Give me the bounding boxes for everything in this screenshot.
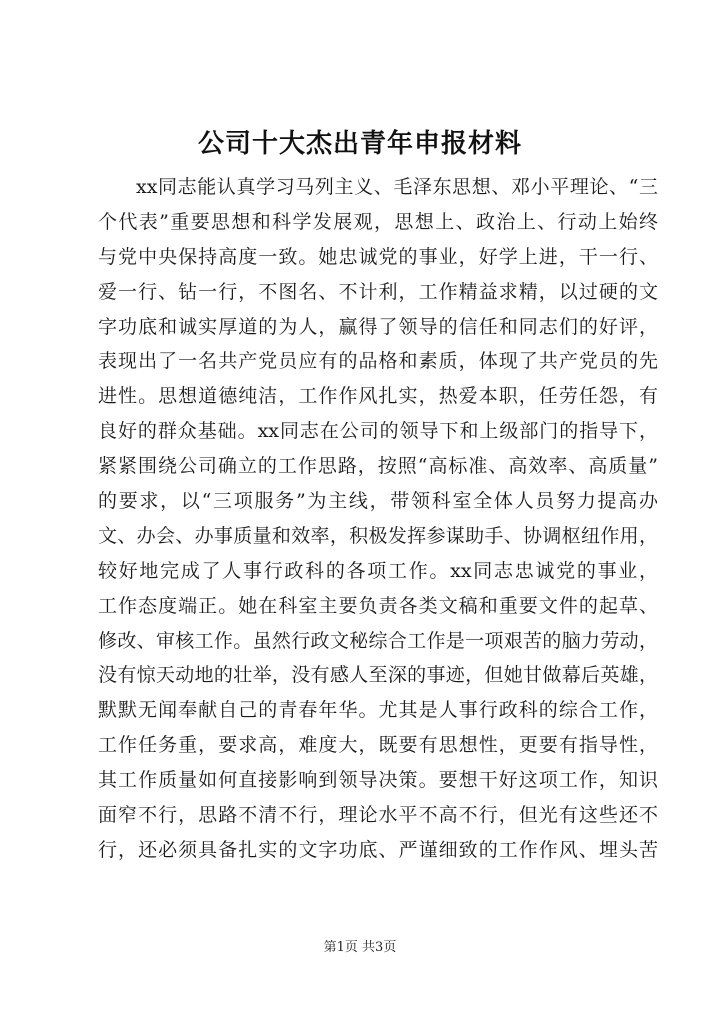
page-number-footer: 第1页 共3页 [323, 940, 397, 955]
body-line: 的要求，以“三项服务”为主线，带领科室全体人员努力提高办 [98, 490, 658, 513]
body-line: 默默无闻奉献自己的青春年华。尤其是人事行政科的综合工作， [98, 699, 658, 722]
document-body [98, 170, 658, 868]
body-line: 爱一行、钻一行，不图名、不计利，工作精益求精，以过硬的文 [98, 280, 658, 303]
document-title: 公司十大杰出青年申报材料 [197, 129, 522, 159]
body-line: 面窄不行，思路不清不行，理论水平不高不行，但光有这些还不 [98, 804, 658, 827]
body-line: 个代表”重要思想和科学发展观，思想上、政治上、行动上始终 [98, 210, 658, 233]
body-line: 文、办会、办事质量和效率，积极发挥参谋助手、协调枢纽作用， [98, 524, 658, 547]
body-line: 工作态度端正。她在科室主要负责各类文稿和重要文件的起草、 [98, 594, 658, 617]
body-line: 修改、审核工作。虽然行政文秘综合工作是一项艰苦的脑力劳动， [98, 629, 658, 652]
body-line: 没有惊天动地的壮举，没有感人至深的事迹，但她甘做幕后英雄， [98, 664, 658, 687]
body-line: 其工作质量如何直接影响到领导决策。要想干好这项工作，知识 [98, 769, 658, 792]
body-line: 进性。思想道德纯洁，工作作风扎实，热爱本职，任劳任怨，有 [98, 385, 658, 408]
body-line: 良好的群众基础。xx同志在公司的领导下和上级部门的指导下， [98, 420, 658, 443]
body-line: 字功底和诚实厚道的为人，赢得了领导的信任和同志们的好评， [98, 315, 658, 338]
body-line: 较好地完成了人事行政科的各项工作。xx同志忠诚党的事业， [98, 559, 658, 582]
body-line: 表现出了一名共产党员应有的品格和素质，体现了共产党员的先 [98, 350, 658, 373]
body-line: 与党中央保持高度一致。她忠诚党的事业，好学上进，干一行、 [98, 245, 658, 268]
body-line: xx同志能认真学习马列主义、毛泽东思想、邓小平理论、“三 [136, 176, 658, 198]
body-line: 行，还必须具备扎实的文字功底、严谨细致的工作作风、埋头苦 [98, 838, 658, 861]
body-line: 紧紧围绕公司确立的工作思路，按照“高标准、高效率、高质量” [98, 455, 658, 478]
body-line: 工作任务重，要求高，难度大，既要有思想性，更要有指导性， [98, 734, 658, 757]
